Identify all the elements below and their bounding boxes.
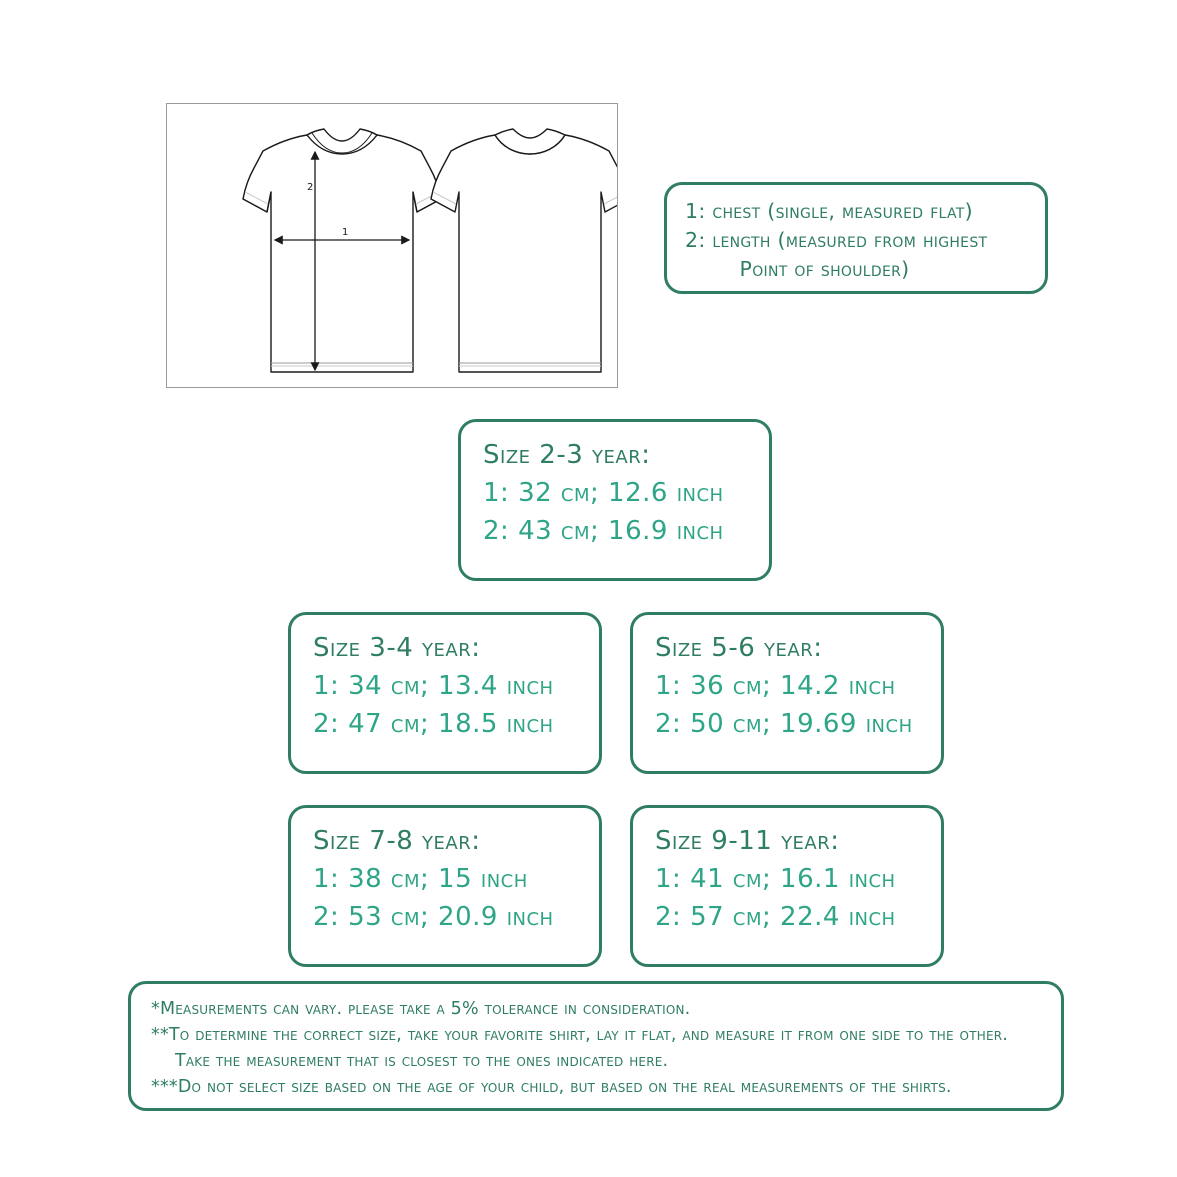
shirt-technical-drawing-frame [166, 103, 618, 388]
size-card-length: 2: 57 cm; 22.4 inch [655, 902, 896, 932]
size-card-length: 2: 47 cm; 18.5 inch [313, 709, 554, 739]
size-card-title: Size 7-8 year: [313, 826, 481, 856]
size-card-length: 2: 53 cm; 20.9 inch [313, 902, 554, 932]
size-card-chest: 1: 38 cm; 15 inch [313, 864, 528, 894]
legend-line-1: 1: chest (single, measured flat) [685, 199, 973, 223]
note-line-1: *Measurements can vary. please take a 5% tolerance in consideration. [151, 999, 691, 1019]
notes-box [128, 981, 1064, 1111]
callout-2-label: 2 [307, 182, 314, 193]
note-line-2: **To determine the correct size, take your favorite shirt, lay it flat, and measure it from one side to the other. [151, 1025, 1009, 1045]
note-line-3: Take the measurement that is closest to the ones indicated here. [175, 1051, 669, 1071]
size-card-chest: 1: 41 cm; 16.1 inch [655, 864, 896, 894]
legend-line-3: Point of shoulder) [685, 257, 910, 281]
size-card-title: Size 9-11 year: [655, 826, 840, 856]
shirt-illustration [167, 104, 617, 387]
size-card-9-11-year [630, 805, 944, 967]
size-card-length: 2: 50 cm; 19.69 inch [655, 709, 913, 739]
size-card-title: Size 2-3 year: [483, 440, 651, 470]
size-card-5-6-year [630, 612, 944, 774]
callout-1-label: 1 [342, 227, 349, 238]
size-card-title: Size 3-4 year: [313, 633, 481, 663]
size-card-2-3-year [458, 419, 772, 581]
size-card-chest: 1: 36 cm; 14.2 inch [655, 671, 896, 701]
note-line-4: ***Do not select size based on the age of your child, but based on the real measurements of the shirts. [151, 1077, 952, 1097]
size-card-chest: 1: 32 cm; 12.6 inch [483, 478, 724, 508]
size-card-length: 2: 43 cm; 16.9 inch [483, 516, 724, 546]
size-card-chest: 1: 34 cm; 13.4 inch [313, 671, 554, 701]
size-card-7-8-year [288, 805, 602, 967]
size-card-title: Size 5-6 year: [655, 633, 823, 663]
size-card-3-4-year [288, 612, 602, 774]
measurement-legend-box [664, 182, 1048, 294]
legend-line-2: 2: length (measured from highest [685, 228, 988, 252]
